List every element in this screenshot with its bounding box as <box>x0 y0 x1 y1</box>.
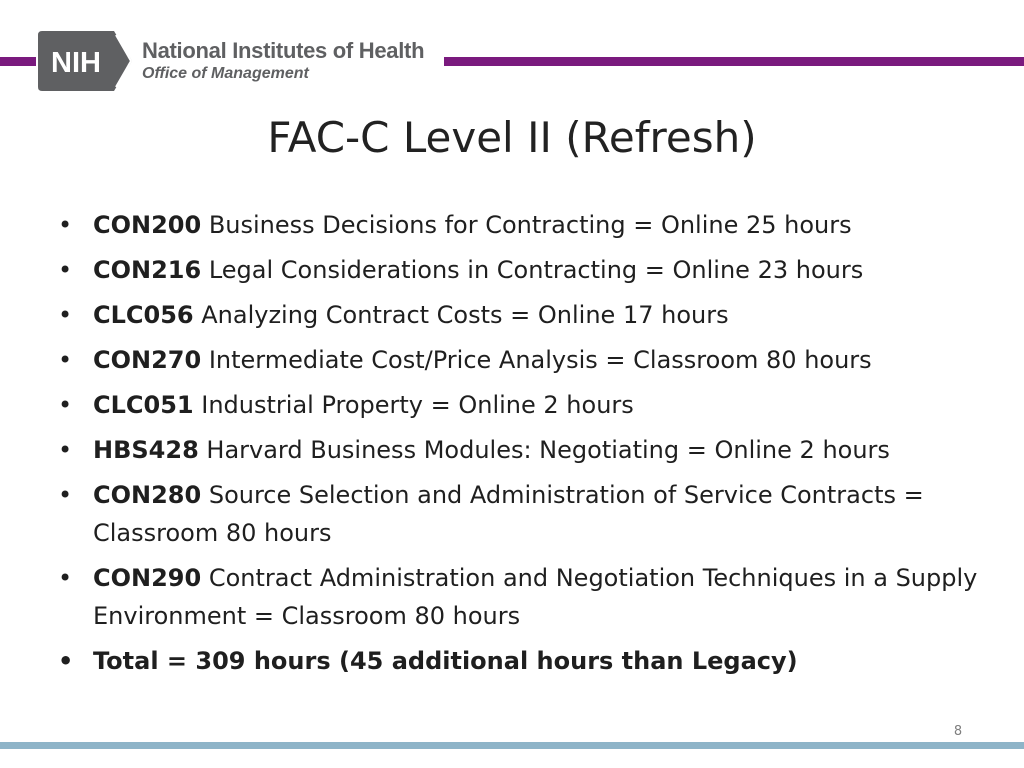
course-description: Analyzing Contract Costs = Online 17 hours <box>193 301 729 329</box>
nih-logo <box>38 31 424 91</box>
header-accent-bar-right <box>444 57 1024 66</box>
course-description: Industrial Property = Online 2 hours <box>193 391 634 419</box>
course-description: Contract Administration and Negotiation Techniques in a Supply Environment = Classroom 80 hours <box>93 564 978 630</box>
course-item-con270 <box>58 341 978 379</box>
course-description: Harvard Business Modules: Negotiating = Online 2 hours <box>198 436 890 464</box>
course-code: CON270 <box>93 346 202 374</box>
course-item-clc051 <box>58 386 978 424</box>
course-list <box>58 206 978 687</box>
logo-office-name: Office of Management <box>142 65 309 82</box>
course-item-con290 <box>58 559 978 635</box>
course-item-con216 <box>58 251 978 289</box>
course-code: CON216 <box>93 256 202 284</box>
page-number: 8 <box>953 724 963 739</box>
course-code: CLC051 <box>93 391 194 419</box>
nih-badge-text: NIH <box>51 47 101 79</box>
total-hours-item <box>58 642 978 680</box>
total-hours-text: Total = 309 hours (45 additional hours than Legacy) <box>93 647 798 675</box>
course-code: CLC056 <box>93 301 194 329</box>
course-description: Business Decisions for Contracting = Online 25 hours <box>201 211 852 239</box>
course-item-hbs428 <box>58 431 978 469</box>
nih-badge-icon <box>38 31 132 91</box>
header-accent-bar-left <box>0 57 36 66</box>
logo-organization-name: National Institutes of Health <box>142 38 425 63</box>
course-code: CON280 <box>93 481 202 509</box>
course-code: CON290 <box>93 564 202 592</box>
course-item-con280 <box>58 476 978 552</box>
course-description: Intermediate Cost/Price Analysis = Classroom 80 hours <box>201 346 872 374</box>
course-item-con200 <box>58 206 978 244</box>
course-item-clc056 <box>58 296 978 334</box>
slide-title: FAC-C Level II (Refresh) <box>267 113 757 162</box>
course-code: CON200 <box>93 211 202 239</box>
footer-accent-bar <box>0 742 1024 749</box>
course-description: Legal Considerations in Contracting = Online 23 hours <box>201 256 864 284</box>
course-description: Source Selection and Administration of Service Contracts = Classroom 80 hours <box>93 481 924 547</box>
course-code: HBS428 <box>93 436 199 464</box>
logo-text <box>142 38 424 84</box>
